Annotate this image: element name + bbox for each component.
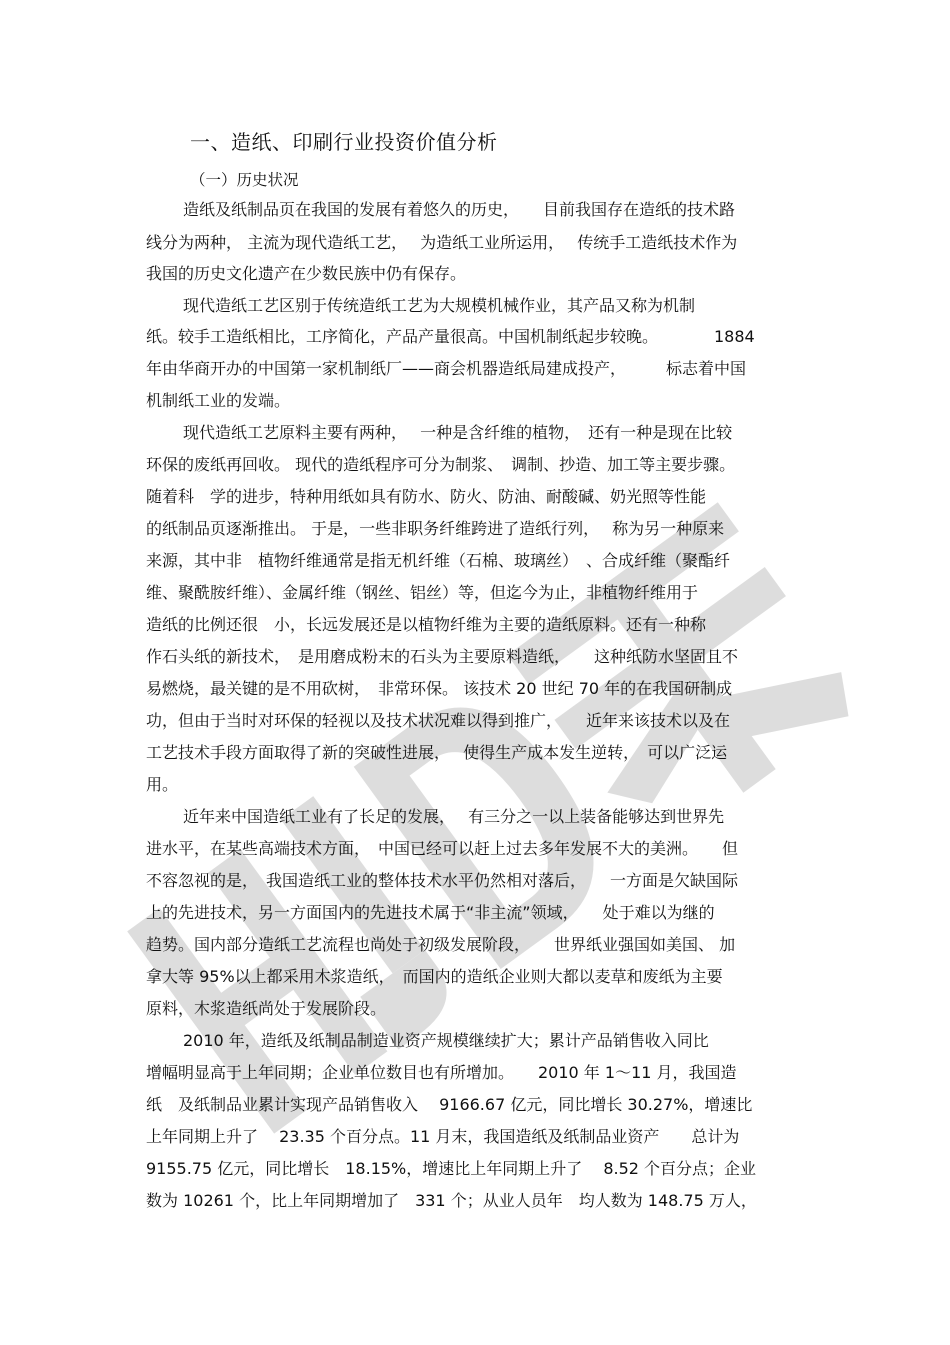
text-line: 线分为两种， 主流为现代造纸工艺， 为造纸工业所运用， 传统手工造纸技术作为 xyxy=(146,233,738,252)
text-line: 现代造纸工艺原料主要有两种， 一种是含纤维的植物， 还有一种是现在比较 xyxy=(183,423,733,442)
text-line: 近年来中国造纸工业有了长足的发展， 有三分之一以上装备能够达到世界先 xyxy=(183,807,725,826)
text-line: 年由华商开办的中国第一家机制纸厂——商会机器造纸局建成投产， 标志着中国 xyxy=(146,359,747,378)
text-line: 进水平，在某些高端技术方面， 中国已经可以赶上过去多年发展不大的美洲。 但 xyxy=(146,839,739,858)
text-line: 用。 xyxy=(146,775,179,794)
text-line: 来源，其中非 植物纤维通常是指无机纤维（石棉、玻璃丝） 、合成纤维（聚酯纤 xyxy=(146,551,731,570)
text-line: 不容忽视的是， 我国造纸工业的整体技术水平仍然相对落后， 一方面是欠缺国际 xyxy=(146,871,739,890)
text-line: 的纸制品页逐渐推出。 于是，一些非职务纤维跨进了造纸行列， 称为另一种原来 xyxy=(146,519,725,538)
text-line: 功，但由于当时对环保的轻视以及技术状况难以得到推广， 近年来该技术以及在 xyxy=(146,711,731,730)
text-line: 作石头纸的新技术， 是用磨成粉末的石头为主要原料造纸， 这种纸防水坚固且不 xyxy=(146,647,739,666)
text-line: 2010 年，造纸及纸制品制造业资产规模继续扩大；累计产品销售收入同比 xyxy=(183,1031,709,1050)
text-line: 维、聚酰胺纤维）、金属纤维（钢丝、铝丝）等，但迄今为止，非植物纤维用于 xyxy=(146,583,699,602)
text-line: 随着科 学的进步，特种用纸如具有防水、防火、防油、耐酸碱、奶光照等性能 xyxy=(146,487,707,506)
text-line: 数为 10261 个，比上年同期增加了 331 个；从业人员年 均人数为 148.75 万人， xyxy=(146,1191,757,1210)
text-line: 9155.75 亿元，同比增长 18.15%，增速比上年同期上升了 8.52 个百分点；企业 xyxy=(146,1159,757,1178)
text-line: 原料，木浆造纸尚处于发展阶段。 xyxy=(146,999,387,1018)
text-line: 我国的历史文化遗产在少数民族中仍有保存。 xyxy=(146,264,467,283)
text-line: 纸 及纸制品业累计实现产品销售收入 9166.67 亿元，同比增长 30.27%，增速比 xyxy=(146,1095,753,1114)
text-line: 上年同期上升了 23.35 个百分点。11 月末，我国造纸及纸制品业资产 总计为 xyxy=(146,1127,740,1146)
text-line: 纸。较手工造纸相比，工序简化，产品产量很高。中国机制纸起步较晚。 1884 xyxy=(146,327,755,346)
text-line: 易燃烧，最关键的是不用砍树， 非常环保。 该技术 20 世纪 70 年的在我国研制成 xyxy=(146,679,733,698)
text-line: 造纸的比例还很 小，长远发展还是以植物纤维为主要的造纸原料。还有一种称 xyxy=(146,615,707,634)
text-line: 机制纸工业的发端。 xyxy=(146,391,291,410)
text-line: 环保的废纸再回收。 现代的造纸程序可分为制浆、 调制、抄造、加工等主要步骤。 xyxy=(146,455,736,474)
text-line: 上的先进技术，另一方面国内的先进技术属于“非主流”领域， 处于难以为继的 xyxy=(146,903,715,922)
text-line: 造纸及纸制品页在我国的发展有着悠久的历史， 目前我国存在造纸的技术路 xyxy=(183,200,736,219)
text-line: 增幅明显高于上年同期；企业单位数目也有所增加。 2010 年 1～11 月，我国造 xyxy=(146,1063,737,1082)
text-line: 趋势。国内部分造纸工艺流程也尚处于初级发展阶段， 世界纸业强国如美国、 加 xyxy=(146,935,736,954)
subsection-heading: （一）历史状况 xyxy=(190,171,299,189)
text-line: 现代造纸工艺区别于传统造纸工艺为大规模机械作业，其产品又称为机制 xyxy=(183,296,696,315)
text-line: 工艺技术手段方面取得了新的突破性进展， 使得生产成本发生逆转， 可以广泛运 xyxy=(146,743,728,762)
section-heading: 一、造纸、印刷行业投资价值分析 xyxy=(190,130,498,154)
text-line: 拿大等 95%以上都采用木浆造纸， 而国内的造纸企业则大都以麦草和废纸为主要 xyxy=(146,967,723,986)
